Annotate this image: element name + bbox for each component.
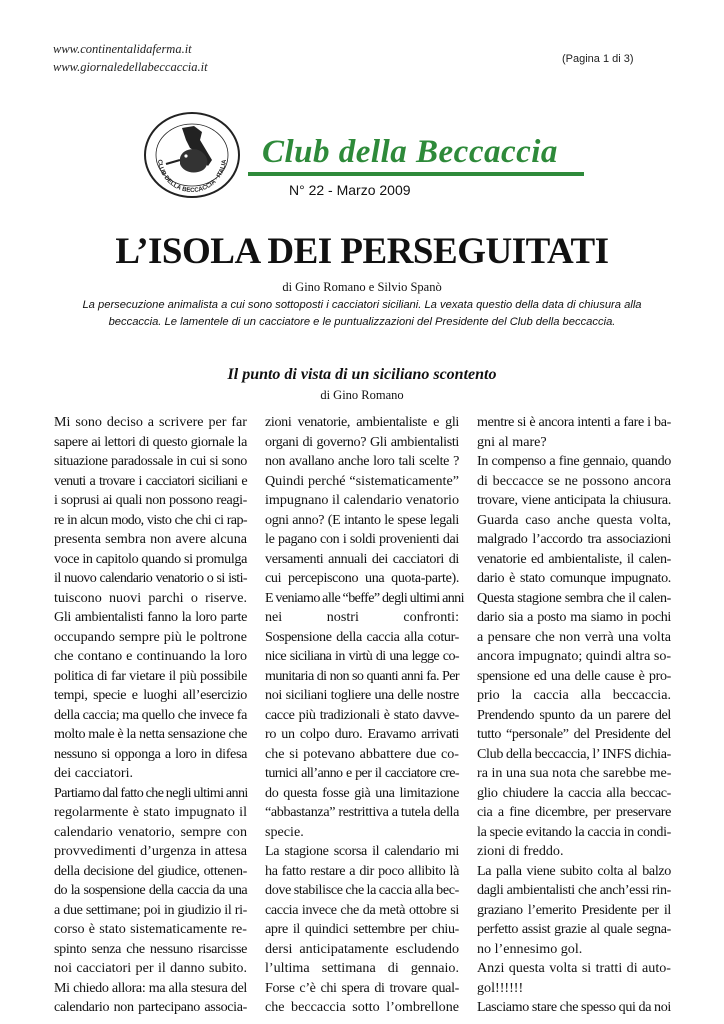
text-line: re in alcun modo, visto che chi ci rap- — [54, 511, 247, 528]
text-line: spinto senza che nessuno risarcisse — [54, 940, 247, 957]
text-line: presenta sembra non avere alcuna — [54, 531, 247, 548]
text-line: dove stabilisce che la caccia alla bec- — [265, 882, 459, 899]
text-line: ra in una sua nota che sarebbe me- — [477, 765, 672, 782]
text-line: noi cacciatori per il danno subito. — [54, 960, 247, 977]
text-line: Mi sono deciso a scrivere per far — [54, 414, 247, 430]
text-line: nessuno si opponga a loro in difesa — [54, 745, 247, 762]
text-line: il nuovo calendario venatorio o si isti- — [54, 570, 247, 587]
article-headline: L’ISOLA DEI PERSEGUITATI — [115, 231, 609, 272]
text-line: Guarda caso anche questa volta, — [477, 511, 671, 528]
text-line: dagli ambientalisti che anch’essi rin- — [477, 882, 671, 899]
url-continentalidaferma[interactable]: www.continentalidaferma.it — [53, 42, 192, 56]
issue-number: N° 22 - Marzo 2009 — [289, 182, 411, 198]
page-indicator: (Pagina 1 di 3) — [562, 53, 634, 65]
text-line: apre il quindici settembre per chiu- — [265, 921, 459, 938]
text-line: dersi anticipatamente escludendo — [265, 940, 459, 957]
text-line: La stagione scorsa il calendario mi — [265, 843, 459, 860]
text-line: ha fatto restare a dir poco allibito là — [265, 862, 459, 879]
text-line: dario è stato comunque impugnato. — [477, 570, 671, 587]
text-line: Anzi questa volta si tratti di auto- — [477, 960, 671, 977]
text-line: malgrado l’accordo tra associazioni — [477, 531, 671, 548]
text-line: che beccaccia sotto l’ombrellone — [265, 999, 459, 1016]
text-line: Gli ambientalisti fanno la loro parte — [54, 609, 247, 626]
text-column-1 — [54, 413, 247, 1018]
text-line: cacce più tradizionali è stato davve- — [265, 706, 459, 723]
text-line: occupando sempre più le poltrone — [54, 628, 247, 645]
text-line: La palla viene subito colta al balzo — [477, 862, 671, 879]
text-line: zioni venatorie, ambientaliste e gli — [265, 414, 459, 430]
text-line: ro un colpo duro. Eravamo arrivati — [265, 726, 459, 743]
url-giornaledellabeccaccia[interactable]: www.giornaledellabeccaccia.it — [53, 60, 208, 74]
text-line: Questa stagione sembra che il calen- — [477, 589, 671, 606]
text-line: situazione paradossale in cui si sono — [54, 453, 247, 470]
text-line: Partiamo dal fatto che negli ultimi anni — [54, 784, 248, 801]
text-line: spensione ed una delle cause è pro- — [477, 667, 671, 684]
text-line: noi siciliani togliere una delle nostre — [265, 687, 459, 704]
text-line: la specie evitando la caccia in condi- — [477, 823, 671, 840]
text-line: specie. — [265, 823, 304, 840]
text-line: nice siciliana in virtù di una legge co- — [265, 648, 459, 665]
text-line: i soprusi ai quali non possono reagi- — [54, 492, 247, 509]
text-line: della decisione del giudice, ottenen- — [54, 862, 247, 879]
text-line: cui percepiscono una quota-parte). — [265, 570, 459, 587]
text-line: do questa fosse già una limitazione — [265, 784, 459, 801]
text-line: versamenti annuali dei cacciatori di — [265, 550, 459, 567]
text-line: cia a fine dicembre, per preservare — [477, 804, 671, 821]
text-line: venuti a trovare i cacciatori siciliani e — [54, 472, 247, 489]
text-line: In compenso a fine gennaio, quando — [477, 453, 671, 470]
text-line: Lasciamo stare che spesso qui da noi — [477, 999, 671, 1016]
text-line: calendario non partecipano associa- — [54, 999, 247, 1016]
text-line: dei cacciatori. — [54, 765, 134, 782]
text-line: turnici all’anno e per il cacciatore cre- — [265, 765, 459, 782]
text-line: tuiscono nuovi parchi o riserve. — [54, 589, 247, 606]
text-line: caccia invece che da metà ottobre si — [265, 901, 459, 918]
text-line: mentre si è ancora intenti a fare i ba- — [477, 414, 671, 430]
text-line: glio chiudere la caccia alla beccac- — [477, 784, 671, 801]
text-line: a pensare che non verrà una volta — [477, 628, 671, 645]
brand-title: Club della Beccaccia — [262, 134, 558, 170]
article-lead — [54, 297, 670, 331]
header-urls — [53, 40, 208, 76]
text-line: tempi, specie e luoghi all’esercizio — [54, 687, 247, 704]
text-line: regolarmente è stato impugnato il — [54, 804, 247, 821]
text-line: non avallano anche loro tali scelte ? — [265, 453, 459, 470]
text-line: graziano l’emerito Presidente per il — [477, 901, 671, 918]
brand-underline — [248, 172, 584, 176]
text-line: “abbastanza” restrittiva a tutela della — [265, 804, 459, 821]
text-line: a due settimane; poi in giudizio il ri- — [54, 901, 247, 918]
lead-line: La persecuzione animalista a cui sono sottoposti i cacciatori siciliani. La vexata questio della data di chiusura alla — [82, 299, 642, 311]
text-line: no l’ennesimo gol. — [477, 940, 583, 957]
text-line: nei nostri confronti: — [265, 609, 459, 626]
text-line: della caccia; ma quello che invece fa — [54, 706, 247, 723]
text-line: Prendendo spunto da un parere del — [477, 706, 671, 723]
text-line: corso è stato sistematicamente re- — [54, 921, 247, 938]
text-line: prio la caccia alla beccaccia. — [477, 687, 671, 704]
text-line: E veniamo alle “beffe” degli ultimi anni — [265, 589, 464, 606]
text-line: zioni di freddo. — [477, 843, 564, 860]
text-line: tutto “personale” del Presidente del — [477, 726, 671, 743]
text-line: perfetto assist grazie al quale segna- — [477, 921, 671, 938]
text-line: voce in capitolo quando si promulga — [54, 550, 247, 567]
text-line: venatorie ed ambientaliste, il calen- — [477, 550, 671, 567]
text-line: politica di far vietare il più possibile — [54, 667, 247, 684]
text-line: trovare, viene anticipata la chiusura. — [477, 492, 671, 509]
text-line: Sospensione della caccia alla cotur- — [265, 628, 459, 645]
lead-line: beccaccia. Le lamentele di un cacciatore e le puntualizzazioni del Presidente del Club della beccaccia. — [108, 316, 616, 328]
section-title: Il punto di vista di un siciliano scontento — [227, 366, 497, 383]
text-column-3 — [477, 413, 671, 1018]
text-line: gol!!!!!! — [477, 979, 524, 996]
text-line: calendario venatorio, sempre con — [54, 823, 247, 840]
text-line: Club della beccaccia, l’ INFS dichia- — [477, 745, 671, 762]
text-column-2 — [265, 413, 464, 1018]
text-line: do la sospensione della caccia da una — [54, 882, 247, 899]
text-line: munitaria di non so quanti anni fa. Per — [265, 667, 459, 684]
text-line: Quindi perché “sistematicamente” — [265, 472, 459, 489]
text-line: provvedimenti d’urgenza in attesa — [54, 843, 247, 860]
section-byline: di Gino Romano — [320, 388, 404, 402]
club-logo — [142, 110, 242, 200]
text-line: l’ultima settimana di gennaio. — [265, 960, 459, 977]
text-line: sapere ai lettori di questo giornale la — [54, 433, 247, 450]
text-line: impugnano il calendario venatorio — [265, 492, 459, 509]
svg-text:CLUB DELLA BECCACCIA · ITALIA: CLUB DELLA BECCACCIA · ITALIA — [155, 159, 229, 195]
text-line: che si potevano abbattere due co- — [265, 745, 459, 762]
text-line: di beccacce se ne possono ancora — [477, 472, 671, 489]
article-byline: di Gino Romano e Silvio Spanò — [282, 280, 442, 294]
text-line: le pagano con i soldi provenienti dai — [265, 531, 459, 548]
text-line: dario sia a posto ma siamo in pochi — [477, 609, 671, 626]
text-line: organi di governo? Gli ambientalisti — [265, 433, 459, 450]
text-line: Mi chiedo allora: ma alla stesura del — [54, 979, 247, 996]
text-line: molto male è la netta sensazione che — [54, 726, 247, 743]
text-line: che contano e continuando la loro — [54, 648, 247, 665]
text-line: Forse c’è chi spera di trovare qual- — [265, 979, 459, 996]
text-line: gni al mare? — [477, 433, 547, 450]
text-line: ogni anno? (E intanto le spese legali — [265, 511, 459, 528]
text-line: ancora impugnato; quindi altra so- — [477, 648, 672, 665]
